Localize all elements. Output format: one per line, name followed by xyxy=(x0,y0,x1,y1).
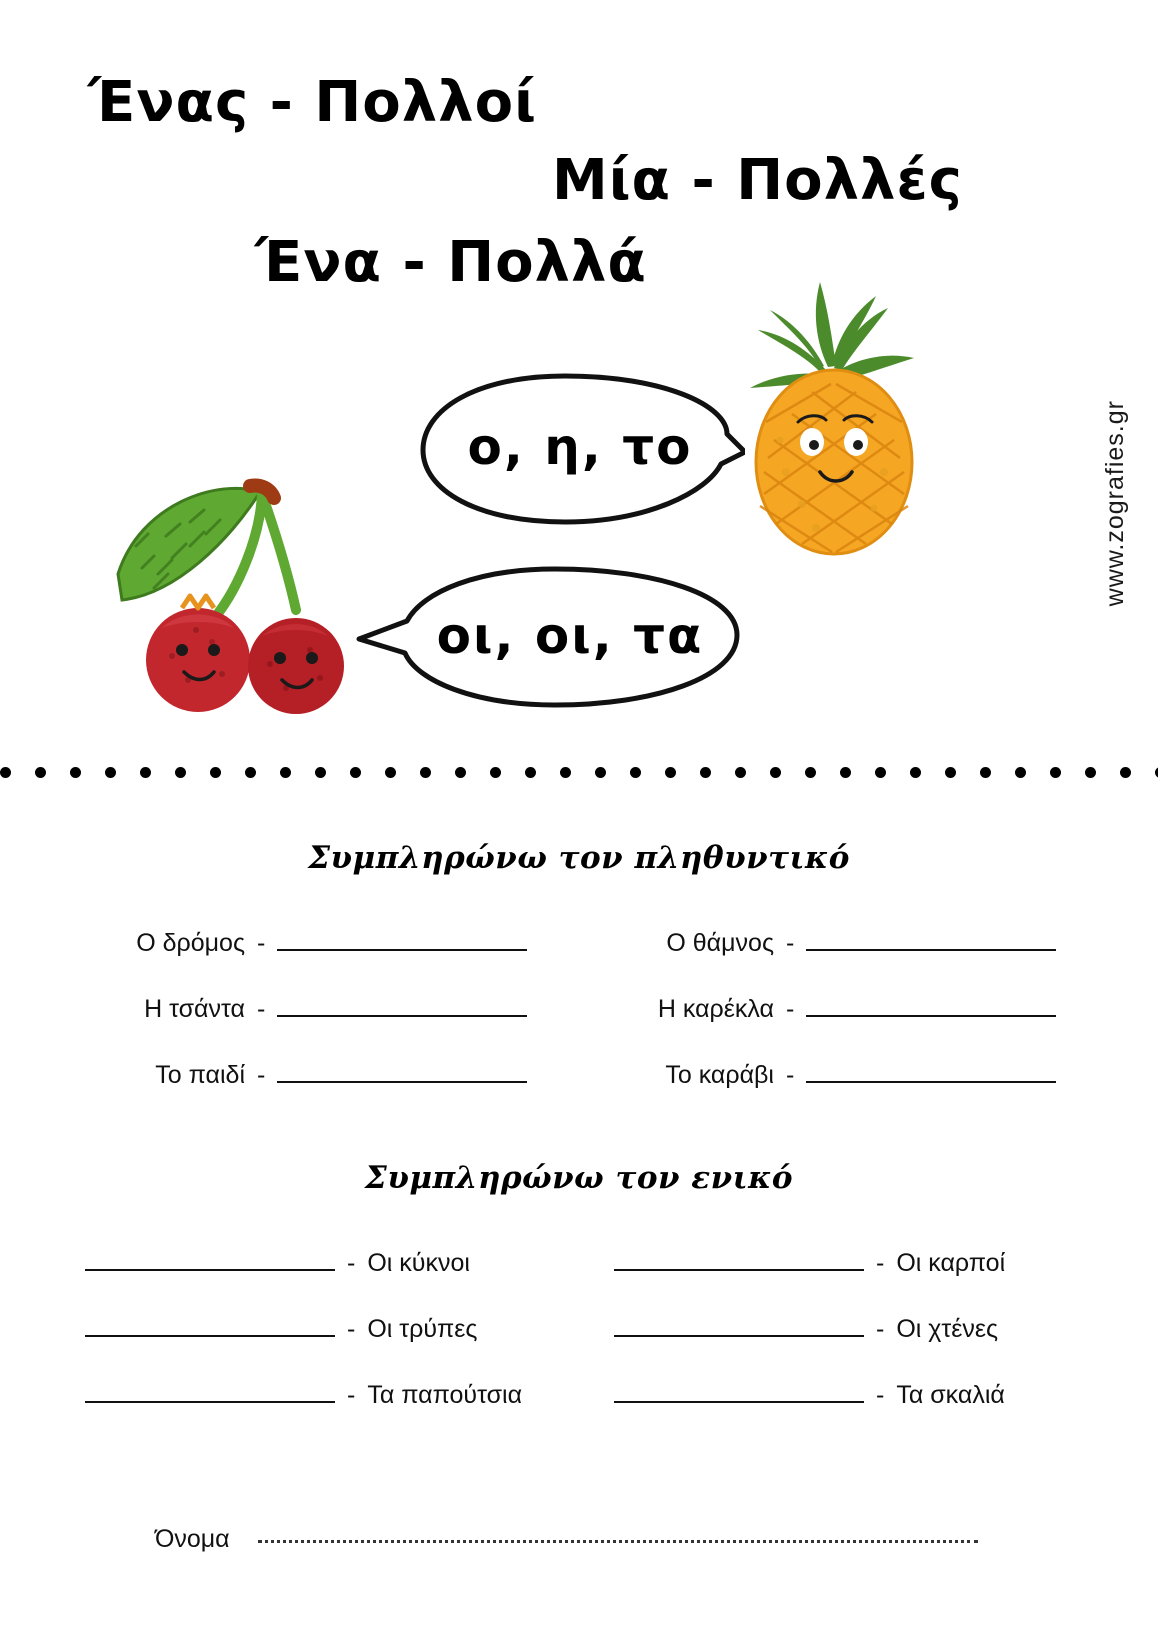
answer-blank[interactable] xyxy=(85,1400,335,1403)
cut-line-dot xyxy=(175,767,186,778)
exercise-item xyxy=(0,995,579,1024)
cut-line-dot xyxy=(315,767,326,778)
exercise-item xyxy=(579,1061,1158,1090)
dash: - xyxy=(876,1380,885,1409)
cut-line-dot xyxy=(770,767,781,778)
prompt-word: Το καράβι xyxy=(665,1060,774,1089)
answer-blank[interactable] xyxy=(277,948,527,951)
prompt-word: Ο δρόμος xyxy=(136,928,245,957)
exercise-item xyxy=(579,995,1158,1024)
prompt-word: Οι κύκνοι xyxy=(367,1248,470,1277)
dash: - xyxy=(257,994,266,1023)
cut-line-dot xyxy=(1085,767,1096,778)
answer-blank[interactable] xyxy=(806,1080,1056,1083)
page-title-line-1: Ένας - Πολλοί xyxy=(88,70,537,135)
speech-bubble-plural-text: οι, οι, τα xyxy=(436,607,704,665)
exercise-row xyxy=(0,1362,1158,1428)
cut-line-dot xyxy=(805,767,816,778)
cut-line-dot xyxy=(910,767,921,778)
exercise-row xyxy=(0,1042,1158,1108)
answer-blank[interactable] xyxy=(614,1268,864,1271)
cut-line-dot xyxy=(1015,767,1026,778)
cut-line-dot xyxy=(945,767,956,778)
dash: - xyxy=(786,994,795,1023)
cut-line-dot xyxy=(280,767,291,778)
answer-blank[interactable] xyxy=(614,1400,864,1403)
dash: - xyxy=(786,1060,795,1089)
cut-line xyxy=(0,762,1158,782)
cut-line-dot xyxy=(490,767,501,778)
prompt-word: Ο θάμνος xyxy=(666,928,774,957)
website-url: www.zografies.gr xyxy=(1101,400,1129,607)
prompt-word: Τα σκαλιά xyxy=(896,1380,1005,1409)
prompt-word: Το παιδί xyxy=(155,1060,245,1089)
answer-blank[interactable] xyxy=(85,1268,335,1271)
answer-blank[interactable] xyxy=(85,1334,335,1337)
cut-line-dot xyxy=(840,767,851,778)
exercise-grid-plural xyxy=(0,910,1158,1108)
exercise-row xyxy=(0,1296,1158,1362)
exercise-row xyxy=(0,1230,1158,1296)
cut-line-dot xyxy=(1120,767,1131,778)
cut-line-dot xyxy=(350,767,361,778)
prompt-word: Τα παπούτσια xyxy=(367,1380,523,1409)
cut-line-dot xyxy=(875,767,886,778)
cut-line-dot xyxy=(420,767,431,778)
answer-blank[interactable] xyxy=(277,1014,527,1017)
name-field-row xyxy=(0,1525,1158,1554)
cherries-icon xyxy=(110,478,375,733)
exercise-item xyxy=(579,929,1158,958)
exercise-item xyxy=(0,1061,579,1090)
dash: - xyxy=(876,1314,885,1343)
cut-line-dot xyxy=(560,767,571,778)
speech-bubble-singular-text: ο, η, το xyxy=(467,418,693,476)
name-field-label: Όνομα xyxy=(155,1525,230,1553)
dash: - xyxy=(876,1248,885,1277)
exercise-item xyxy=(0,1381,579,1410)
dash: - xyxy=(786,928,795,957)
cut-line-dot xyxy=(735,767,746,778)
answer-blank[interactable] xyxy=(806,948,1056,951)
cut-line-dot xyxy=(105,767,116,778)
exercise-item xyxy=(0,1315,579,1344)
section-heading-singular: Συμπληρώνω τον ενικό xyxy=(364,1160,794,1196)
cut-line-dot xyxy=(595,767,606,778)
cut-line-dot xyxy=(245,767,256,778)
exercise-item xyxy=(0,1249,579,1278)
cut-line-dot xyxy=(0,767,11,778)
exercise-grid-singular xyxy=(0,1230,1158,1428)
speech-bubble-singular xyxy=(415,372,745,527)
page-title-line-2: Μία - Πολλές xyxy=(552,148,963,213)
exercise-item xyxy=(579,1381,1158,1410)
cut-line-dot xyxy=(210,767,221,778)
prompt-word: Η καρέκλα xyxy=(657,994,774,1023)
cut-line-dot xyxy=(140,767,151,778)
cut-line-dot xyxy=(70,767,81,778)
answer-blank[interactable] xyxy=(806,1014,1056,1017)
cut-line-dot xyxy=(630,767,641,778)
cut-line-dot xyxy=(980,767,991,778)
exercise-row xyxy=(0,910,1158,976)
prompt-word: Οι χτένες xyxy=(896,1314,999,1343)
exercise-item xyxy=(579,1315,1158,1344)
prompt-word: Οι καρποί xyxy=(896,1248,1006,1277)
dash: - xyxy=(257,1060,266,1089)
cut-line-dot xyxy=(35,767,46,778)
dash: - xyxy=(347,1248,356,1277)
pineapple-icon xyxy=(716,272,946,562)
dash: - xyxy=(347,1314,356,1343)
page-title-line-3: Ένα - Πολλά xyxy=(255,230,647,295)
cut-line-dot xyxy=(700,767,711,778)
prompt-word: Η τσάντα xyxy=(144,994,245,1023)
answer-blank[interactable] xyxy=(277,1080,527,1083)
cut-line-dot xyxy=(525,767,536,778)
exercise-row xyxy=(0,976,1158,1042)
prompt-word: Οι τρύπες xyxy=(367,1314,478,1343)
cut-line-dot xyxy=(1050,767,1061,778)
dash: - xyxy=(257,928,266,957)
name-input[interactable] xyxy=(258,1539,978,1543)
section-heading-plural: Συμπληρώνω τον πληθυντικό xyxy=(308,840,850,876)
cut-line-dot xyxy=(385,767,396,778)
answer-blank[interactable] xyxy=(614,1334,864,1337)
exercise-item xyxy=(0,929,579,958)
exercise-item xyxy=(579,1249,1158,1278)
dash: - xyxy=(347,1380,356,1409)
cut-line-dot xyxy=(665,767,676,778)
cut-line-dot xyxy=(455,767,466,778)
speech-bubble-plural xyxy=(355,565,745,710)
